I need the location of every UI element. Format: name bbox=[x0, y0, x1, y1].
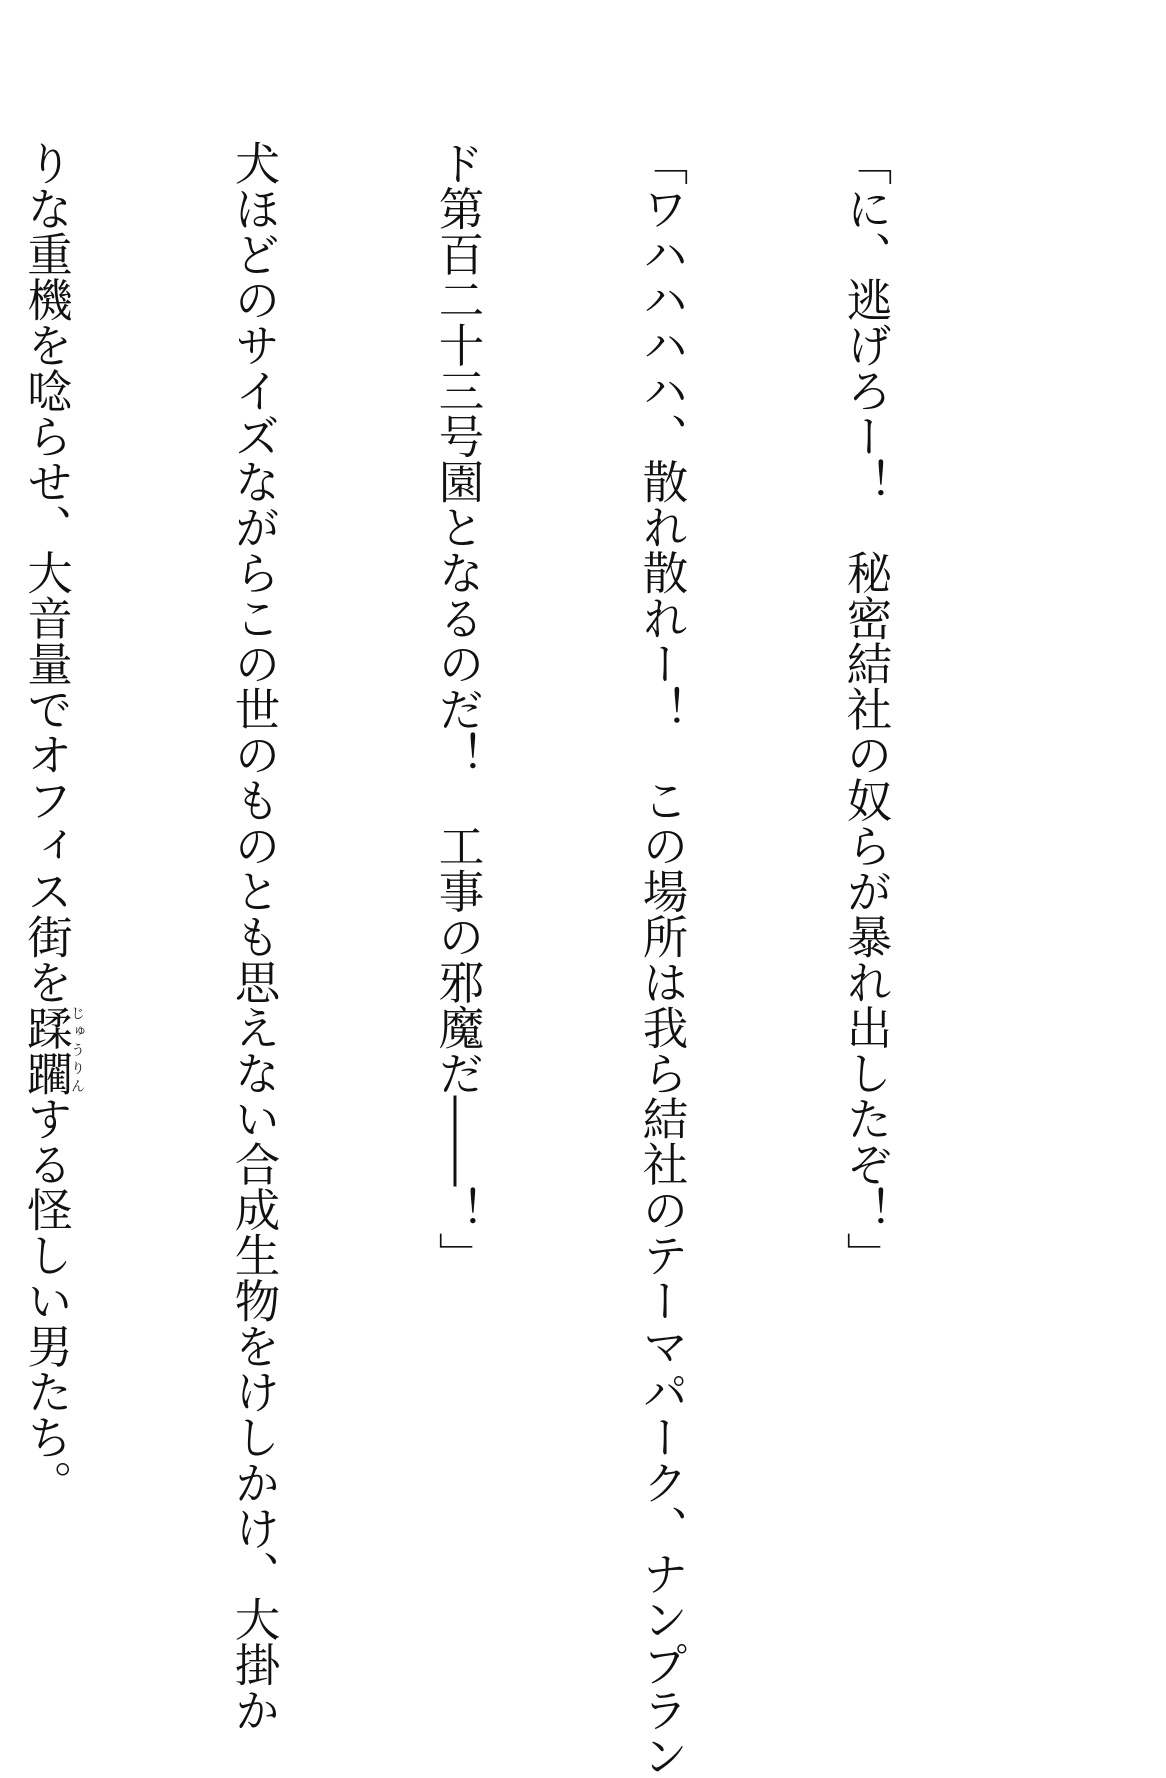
ruby-reading: じゅうりん bbox=[69, 1004, 85, 1096]
text-line-with-ruby bbox=[13, 140, 85, 1540]
vertical-body-text bbox=[0, 140, 1036, 1778]
text-segment: する怪しい男たち。 bbox=[20, 1095, 74, 1505]
text-line: ド第百二十三号園となるのだ！ 工事の邪魔だ――！」 bbox=[432, 140, 485, 1278]
text-line: 犬ほどのサイズながらこの世のものとも思えない合成生物をけしかけ、大掛か bbox=[228, 140, 281, 1733]
ruby-word bbox=[20, 1004, 85, 1096]
text-line: 「に、逃げろー！ 秘密結社の奴らが暴れ出したぞ！」 bbox=[840, 140, 893, 1278]
text-line: 「ワハハハハ、散れ散れー！ この場所は我ら結社のテーマパーク、ナンプラン bbox=[636, 140, 689, 1778]
text-segment: りな重機を唸らせ、大音量でオフィス街を bbox=[20, 140, 74, 1005]
ruby-base: 蹂躙 bbox=[20, 1004, 74, 1096]
